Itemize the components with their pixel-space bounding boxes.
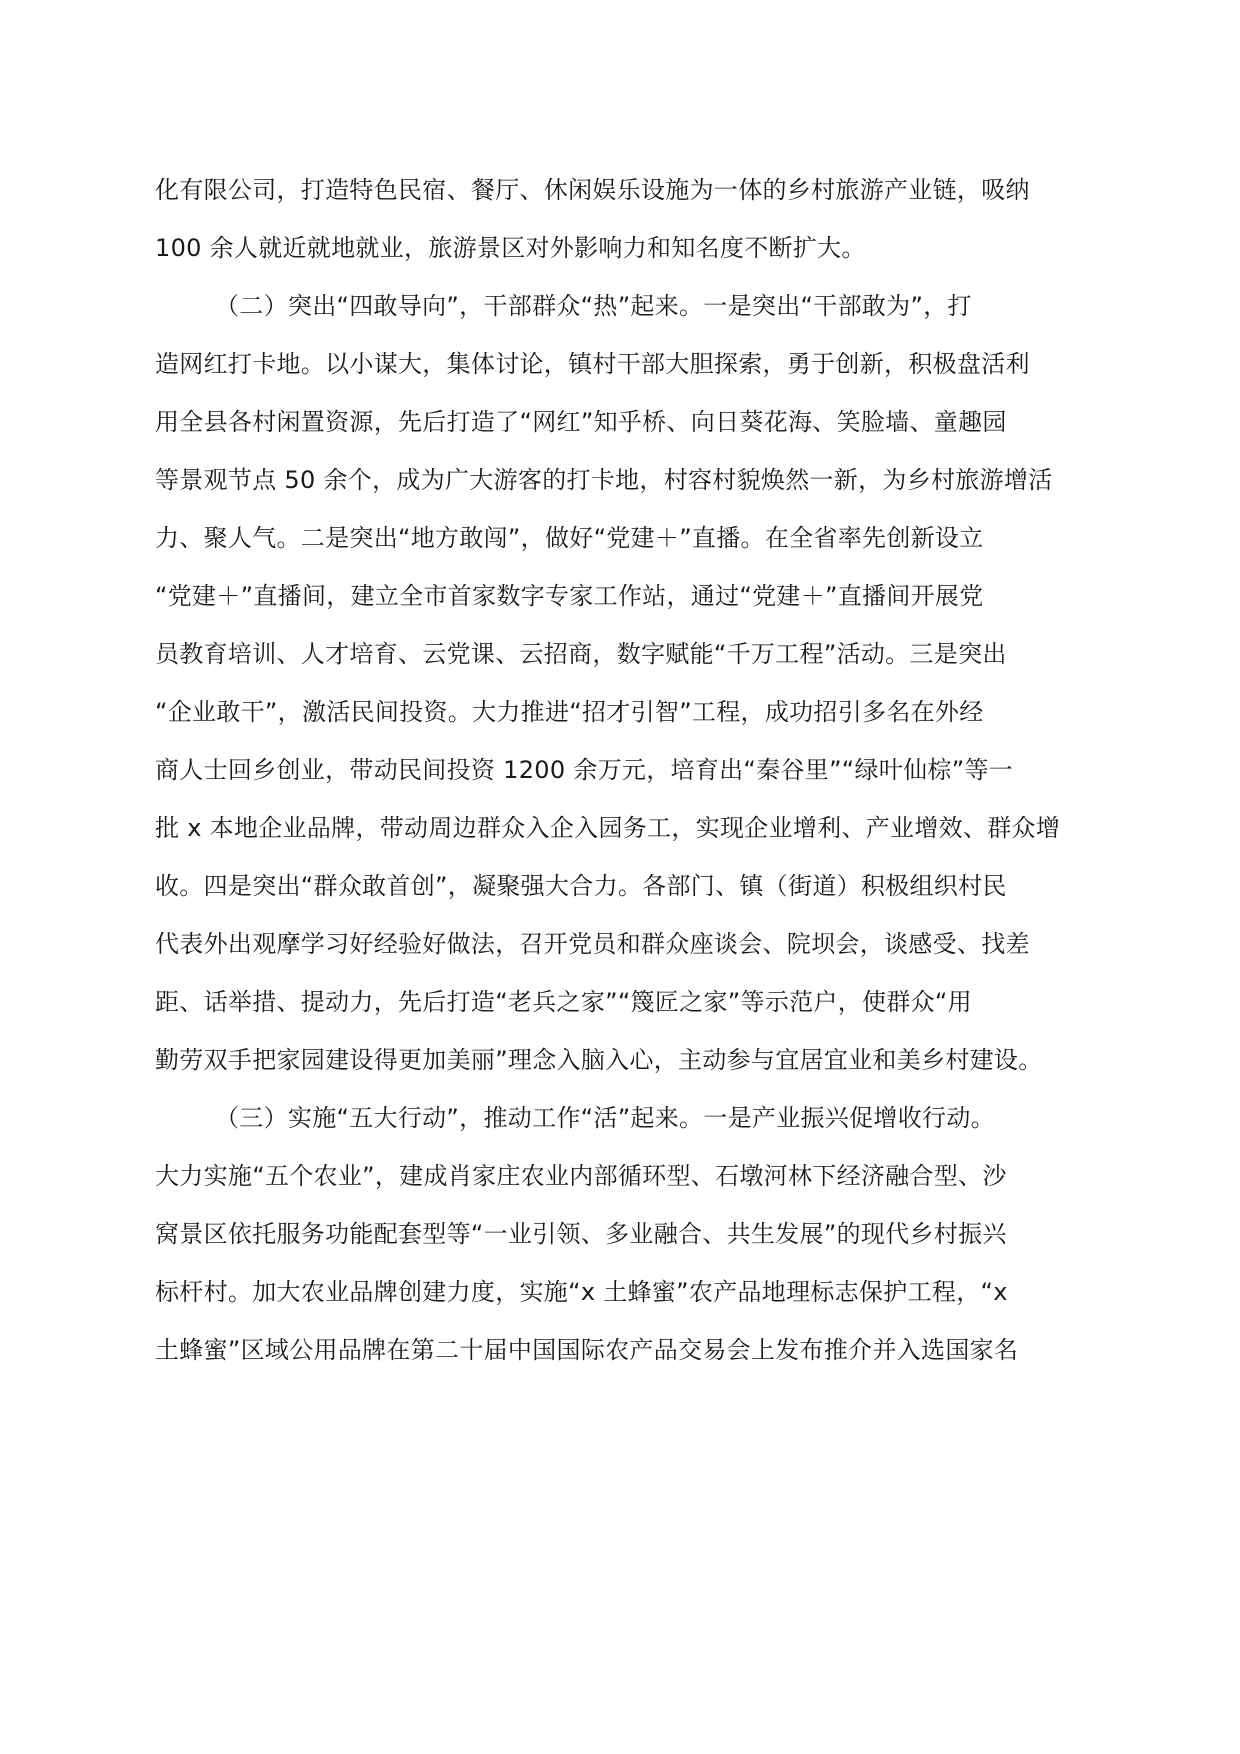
text-line: “企业敢干”，激活民间投资。大力推进“招才引智”工程，成功招引多名在外经	[155, 698, 984, 726]
text-line: 收。四是突出“群众敢首创”，凝聚强大合力。各部门、镇（街道）积极组织村民	[155, 872, 1007, 900]
text-line: 员教育培训、人才培育、云党课、云招商，数字赋能“千万工程”活动。三是突出	[155, 640, 1007, 668]
text-line: 窝景区依托服务功能配套型等“一业引领、多业融合、共生发展”的现代乡村振兴	[155, 1220, 1007, 1248]
text-line: 代表外出观摩学习好经验好做法，召开党员和群众座谈会、院坝会，谈感受、找差	[155, 930, 1030, 958]
text-line: “党建＋”直播间，建立全市首家数字专家工作站，通过“党建＋”直播间开展党	[155, 582, 984, 610]
text-line: 距、话举措、提动力，先后打造“老兵之家”“篾匠之家”等示范户，使群众“用	[155, 988, 972, 1016]
paragraph-start-line: （二）突出“四敢导向”，干部群众“热”起来。一是突出“干部敢为”，打	[215, 292, 972, 320]
paragraph-start-line: （三）实施“五大行动”，推动工作“活”起来。一是产业振兴促增收行动。	[215, 1104, 995, 1132]
text-line: 100 余人就近就地就业，旅游景区对外影响力和知名度不断扩大。	[155, 234, 866, 262]
text-line: 勤劳双手把家园建设得更加美丽”理念入脑入心，主动参与宜居宜业和美乡村建设。	[155, 1046, 1043, 1074]
text-line: 等景观节点 50 余个，成为广大游客的打卡地，村容村貌焕然一新，为乡村旅游增活	[155, 466, 1053, 494]
text-line: 力、聚人气。二是突出“地方敢闯”，做好“党建＋”直播。在全省率先创新设立	[155, 524, 984, 552]
text-line: 化有限公司，打造特色民宿、餐厅、休闲娱乐设施为一体的乡村旅游产业链，吸纳	[155, 176, 1030, 204]
text-line: 用全县各村闲置资源，先后打造了“网红”知乎桥、向日葵花海、笑脸墙、童趣园	[155, 408, 1007, 436]
text-line: 标杆村。加大农业品牌创建力度，实施“x 土蜂蜜”农产品地理标志保护工程，“x	[155, 1278, 1008, 1306]
text-line: 大力实施“五个农业”，建成肖家庄农业内部循环型、石墩河林下经济融合型、沙	[155, 1162, 1007, 1190]
text-line: 商人士回乡创业，带动民间投资 1200 余万元，培育出“秦谷里”“绿叶仙棕”等一	[155, 756, 1014, 784]
text-line: 造网红打卡地。以小谋大，集体讨论，镇村干部大胆探索，勇于创新，积极盘活利	[155, 350, 1030, 378]
text-line: 批 x 本地企业品牌，带动周边群众入企入园务工，实现企业增利、产业增效、群众增	[155, 814, 1061, 842]
text-line: 土蜂蜜”区域公用品牌在第二十届中国国际农产品交易会上发布推介并入选国家名	[155, 1336, 1019, 1364]
